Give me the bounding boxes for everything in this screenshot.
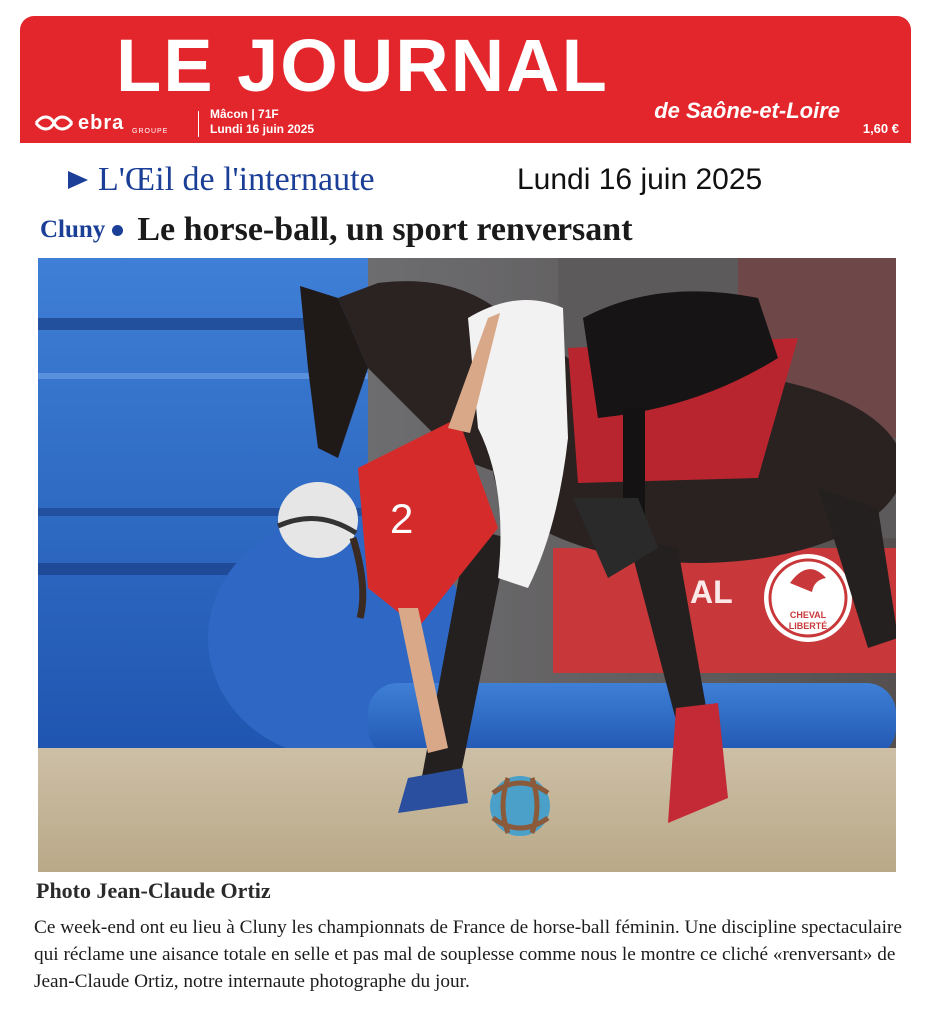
edition-place: Mâcon | 71F [210, 107, 279, 121]
logo-groupe: GROUPE [132, 128, 169, 135]
kicker-location: Cluny [40, 216, 106, 243]
masthead [20, 16, 911, 143]
edition-date: Lundi 16 juin 2025 [210, 122, 315, 136]
article-photo [38, 258, 896, 872]
bullet-dot-icon [112, 225, 123, 236]
edition-info [210, 107, 314, 137]
newspaper-title: LE JOURNAL [116, 24, 609, 107]
sign-text-2: LIBERTÉ [788, 621, 828, 631]
horse-ball-photo-illustration [38, 258, 896, 872]
headline-row [40, 208, 633, 252]
logo-word: ebra [78, 112, 125, 134]
headline: Le horse-ball, un sport renversant [137, 211, 633, 248]
price: 1,60 € [862, 121, 899, 136]
sand-arena [38, 748, 896, 872]
photo-credit: Photo Jean-Claude Ortiz [36, 878, 271, 903]
article-body: Ce week-end ont eu lieu à Cluny les championnats de France de horse-ball féminin. Une discipline spectaculaire qui réclame une aisance totale en selle et pas mal de souplesse comme nous le montre ce cliché «renversant» de Jean-Claude Ortiz, notre internaute photographe du jour. [34, 917, 902, 992]
banner-text: AL [690, 574, 733, 610]
newspaper-subtitle: de Saône-et-Loire [654, 98, 840, 123]
publication-date: Lundi 16 juin 2025 [517, 163, 763, 196]
rubric-label: L'Œil de l'internaute [98, 161, 375, 198]
jersey-number: 2 [390, 495, 414, 542]
sign-text-1: CHEVAL [789, 610, 827, 620]
masthead-divider [198, 111, 199, 137]
rubric [66, 160, 375, 200]
triangle-right-icon [66, 169, 90, 191]
ebra-swirl-icon [34, 113, 74, 133]
